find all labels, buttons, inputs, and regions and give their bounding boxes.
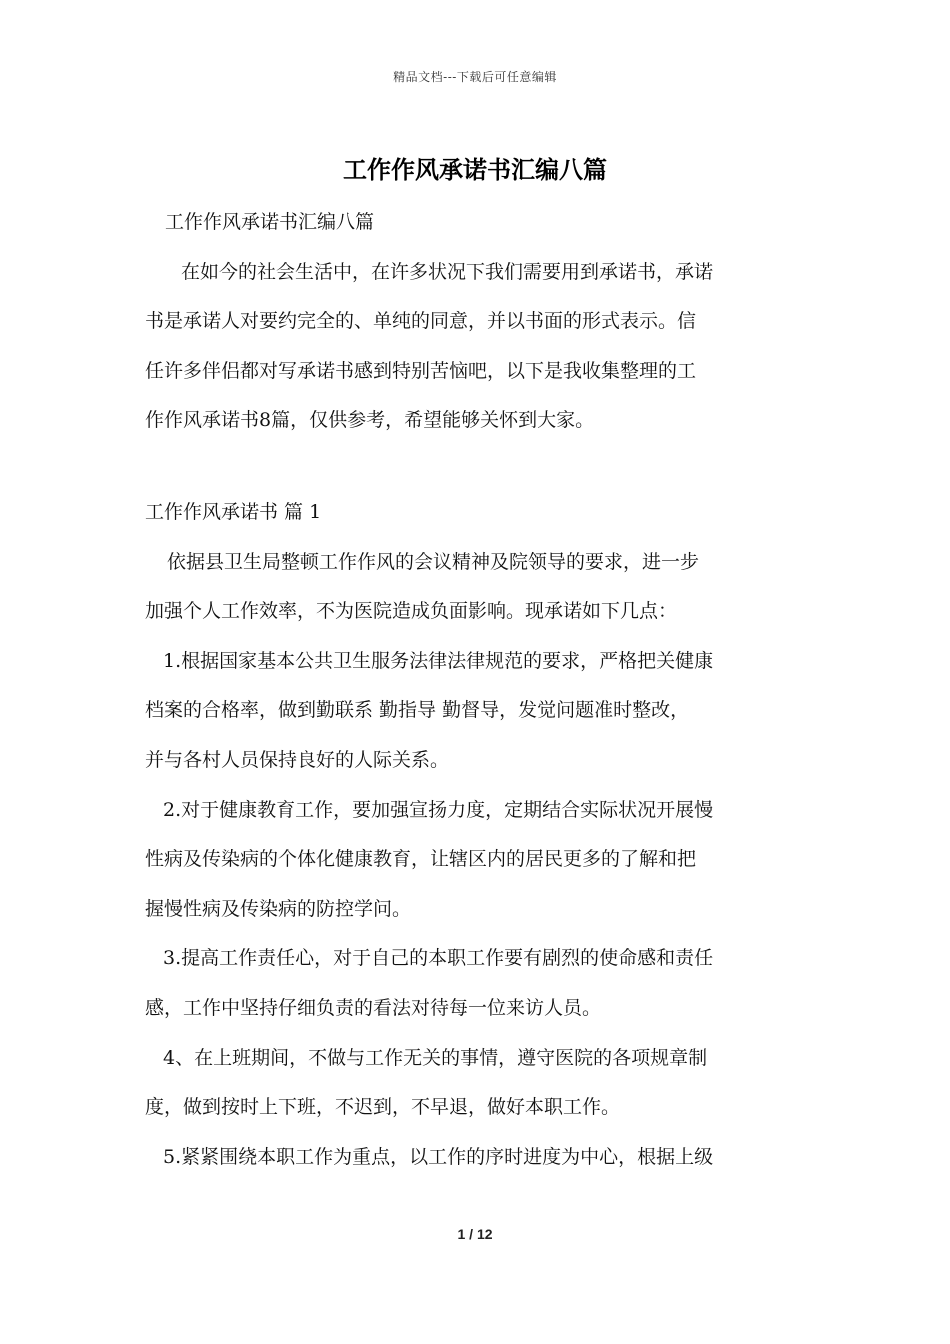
intro-subtitle: 工作作风承诺书汇编八篇 (165, 211, 375, 233)
text-line: 依据县卫生局整顿工作作风的会议精神及院领导的要求，进一步 (167, 550, 700, 573)
section-opening-paragraph (145, 544, 810, 643)
page-header: 精品文档---下载后可任意编辑 (393, 70, 557, 84)
text-line: 3.提高工作责任心，对于自己的本职工作要有剧烈的使命感和责任 (163, 947, 714, 970)
commitment-item-3 (145, 940, 810, 1039)
text-line: 度，做到按时上下班，不迟到，不早退，做好本职工作。 (145, 1096, 621, 1119)
text-line: 握慢性病及传染病的防控学问。 (145, 897, 412, 920)
commitment-item-1 (145, 643, 810, 792)
section-heading: 工作作风承诺书 篇 1 (145, 500, 322, 523)
commitment-item-2 (145, 792, 810, 941)
text-line: 档案的合格率，做到勤联系 勤指导 勤督导，发觉问题准时整改， (145, 699, 690, 722)
commitment-item-4 (145, 1040, 810, 1139)
text-line: 4、在上班期间，不做与工作无关的事情，遵守医院的各项规章制 (163, 1046, 708, 1069)
text-line: 任许多伴侣都对写承诺书感到特别苦恼吧，以下是我收集整理的工 (145, 359, 697, 382)
text-line: 在如今的社会生活中，在许多状况下我们需要用到承诺书，承诺 (181, 260, 714, 283)
text-line: 加强个人工作效率，不为医院造成负面影响。现承诺如下几点： (145, 600, 678, 623)
text-line: 感，工作中坚持仔细负责的看法对待每一位来访人员。 (145, 996, 602, 1019)
document-title: 工作作风承诺书汇编八篇 (343, 155, 607, 184)
text-line: 并与各村人员保持良好的人际关系。 (145, 748, 450, 771)
text-line: 5.紧紧围绕本职工作为重点，以工作的序时进度为中心，根据上级 (163, 1145, 714, 1168)
text-line: 2.对于健康教育工作，要加强宣扬力度，定期结合实际状况开展慢 (163, 798, 714, 821)
spacer (145, 452, 810, 494)
text-line: 1.根据国家基本公共卫生服务法律法律规范的要求，严格把关健康 (163, 649, 714, 672)
intro-paragraph (145, 254, 810, 452)
document-body (145, 204, 810, 1188)
text-line: 书是承诺人对要约完全的、单纯的同意，并以书面的形式表示。信 (145, 310, 697, 333)
page-indicator: 1 / 12 (457, 1226, 493, 1242)
commitment-item-5 (145, 1139, 810, 1189)
text-line: 作作风承诺书8篇，仅供参考，希望能够关怀到大家。 (145, 409, 595, 432)
text-line: 性病及传染病的个体化健康教育，让辖区内的居民更多的了解和把 (145, 848, 697, 871)
